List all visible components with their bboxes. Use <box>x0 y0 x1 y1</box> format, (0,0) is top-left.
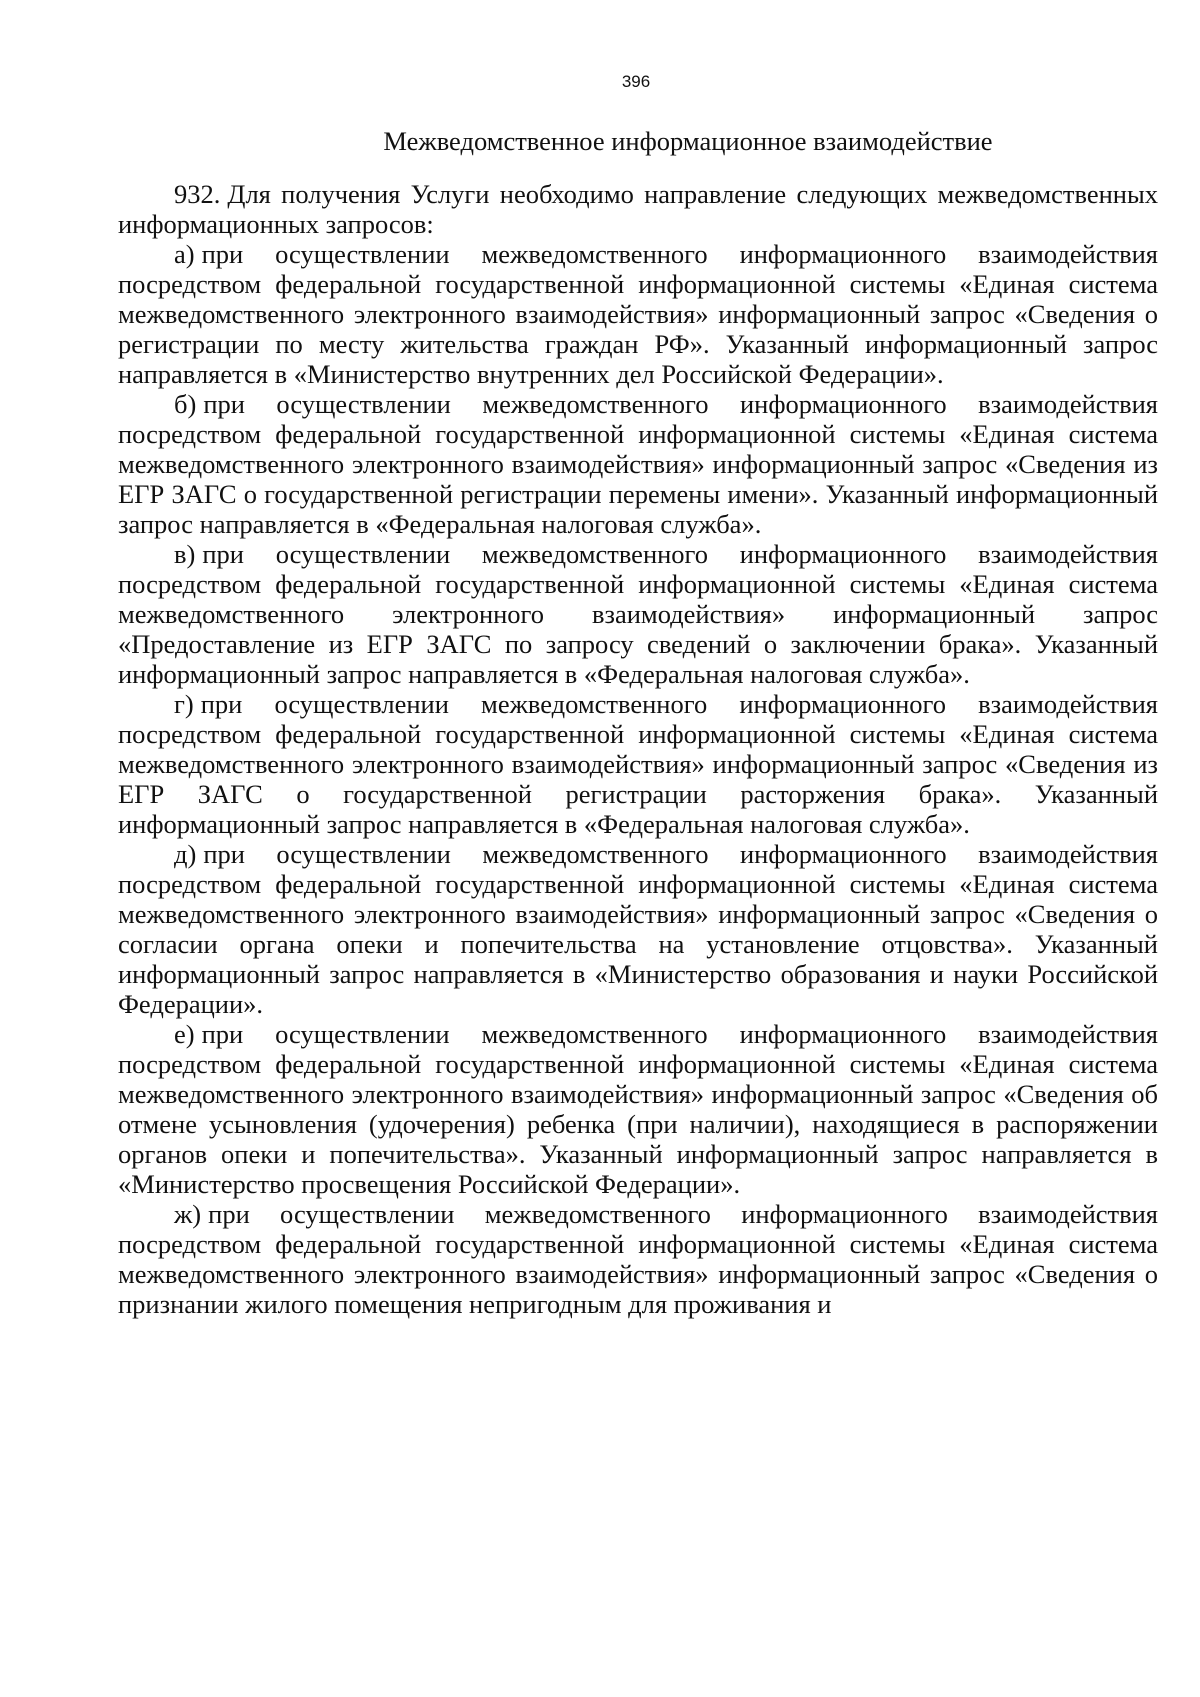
paragraph-item-b <box>118 389 1158 539</box>
paragraph-item-a <box>118 239 1158 389</box>
paragraph-label: а) <box>174 239 195 269</box>
paragraph-text: при осуществлении межведомственного информационного взаимодействия посредством федеральной государственной информационной системы «Единая система межведомственного электронного взаимодействия» информационный запрос «Сведения о признании жилого помещения непригодным для проживания и <box>118 1199 1158 1319</box>
paragraph-text: при осуществлении межведомственного информационного взаимодействия посредством федеральной государственной информационной системы «Единая система межведомственного электронного взаимодействия» информационный запрос «Сведения об отмене усыновления (удочерения) ребенка (при наличии), находящиеся в распоряжении органов опеки и попечительства». Указанный информационный запрос направляется в «Министерство просвещения Российской Федерации». <box>118 1019 1158 1199</box>
document-body <box>118 126 1158 1319</box>
paragraph-label: ж) <box>174 1199 202 1229</box>
paragraph-932 <box>118 179 1158 239</box>
page-number: 396 <box>621 72 651 91</box>
paragraph-text: при осуществлении межведомственного информационного взаимодействия посредством федеральной государственной информационной системы «Единая система межведомственного электронного взаимодействия» информационный запрос «Предоставление из ЕГР ЗАГС по запросу сведений о заключении брака». Указанный информационный запрос направляется в «Федеральная налоговая служба». <box>118 539 1158 689</box>
paragraph-text: при осуществлении межведомственного информационного взаимодействия посредством федеральной государственной информационной системы «Единая система межведомственного электронного взаимодействия» информационный запрос «Сведения о согласии органа опеки и попечительства на установление отцовства». Указанный информационный запрос направляется в «Министерство образования и науки Российской Федерации». <box>118 839 1158 1019</box>
paragraph-item-zh <box>118 1199 1158 1319</box>
paragraph-text: Для получения Услуги необходимо направление следующих межведомственных информационных запросов: <box>118 179 1158 239</box>
paragraph-text: при осуществлении межведомственного информационного взаимодействия посредством федеральной государственной информационной системы «Единая система межведомственного электронного взаимодействия» информационный запрос «Сведения из ЕГР ЗАГС о государственной регистрации перемены имени». Указанный информационный запрос направляется в «Федеральная налоговая служба». <box>118 389 1158 539</box>
paragraph-label: д) <box>174 839 197 869</box>
paragraph-label: е) <box>174 1019 195 1049</box>
section-title: Межведомственное информационное взаимодействие <box>383 126 993 156</box>
paragraph-item-d <box>118 839 1158 1019</box>
paragraph-label: 932. <box>174 179 221 209</box>
paragraph-item-e <box>118 1019 1158 1199</box>
paragraph-item-v <box>118 539 1158 689</box>
paragraph-text: при осуществлении межведомственного информационного взаимодействия посредством федеральной государственной информационной системы «Единая система межведомственного электронного взаимодействия» информационный запрос «Сведения из ЕГР ЗАГС о государственной регистрации расторжения брака». Указанный информационный запрос направляется в «Федеральная налоговая служба». <box>118 689 1158 839</box>
paragraph-text: при осуществлении межведомственного информационного взаимодействия посредством федеральной государственной информационной системы «Единая система межведомственного электронного взаимодействия» информационный запрос «Сведения о регистрации по месту жительства граждан РФ». Указанный информационный запрос направляется в «Министерство внутренних дел Российской Федерации». <box>118 239 1158 389</box>
paragraph-label: в) <box>174 539 196 569</box>
paragraph-label: г) <box>174 689 194 719</box>
paragraph-item-g <box>118 689 1158 839</box>
paragraph-label: б) <box>174 389 197 419</box>
